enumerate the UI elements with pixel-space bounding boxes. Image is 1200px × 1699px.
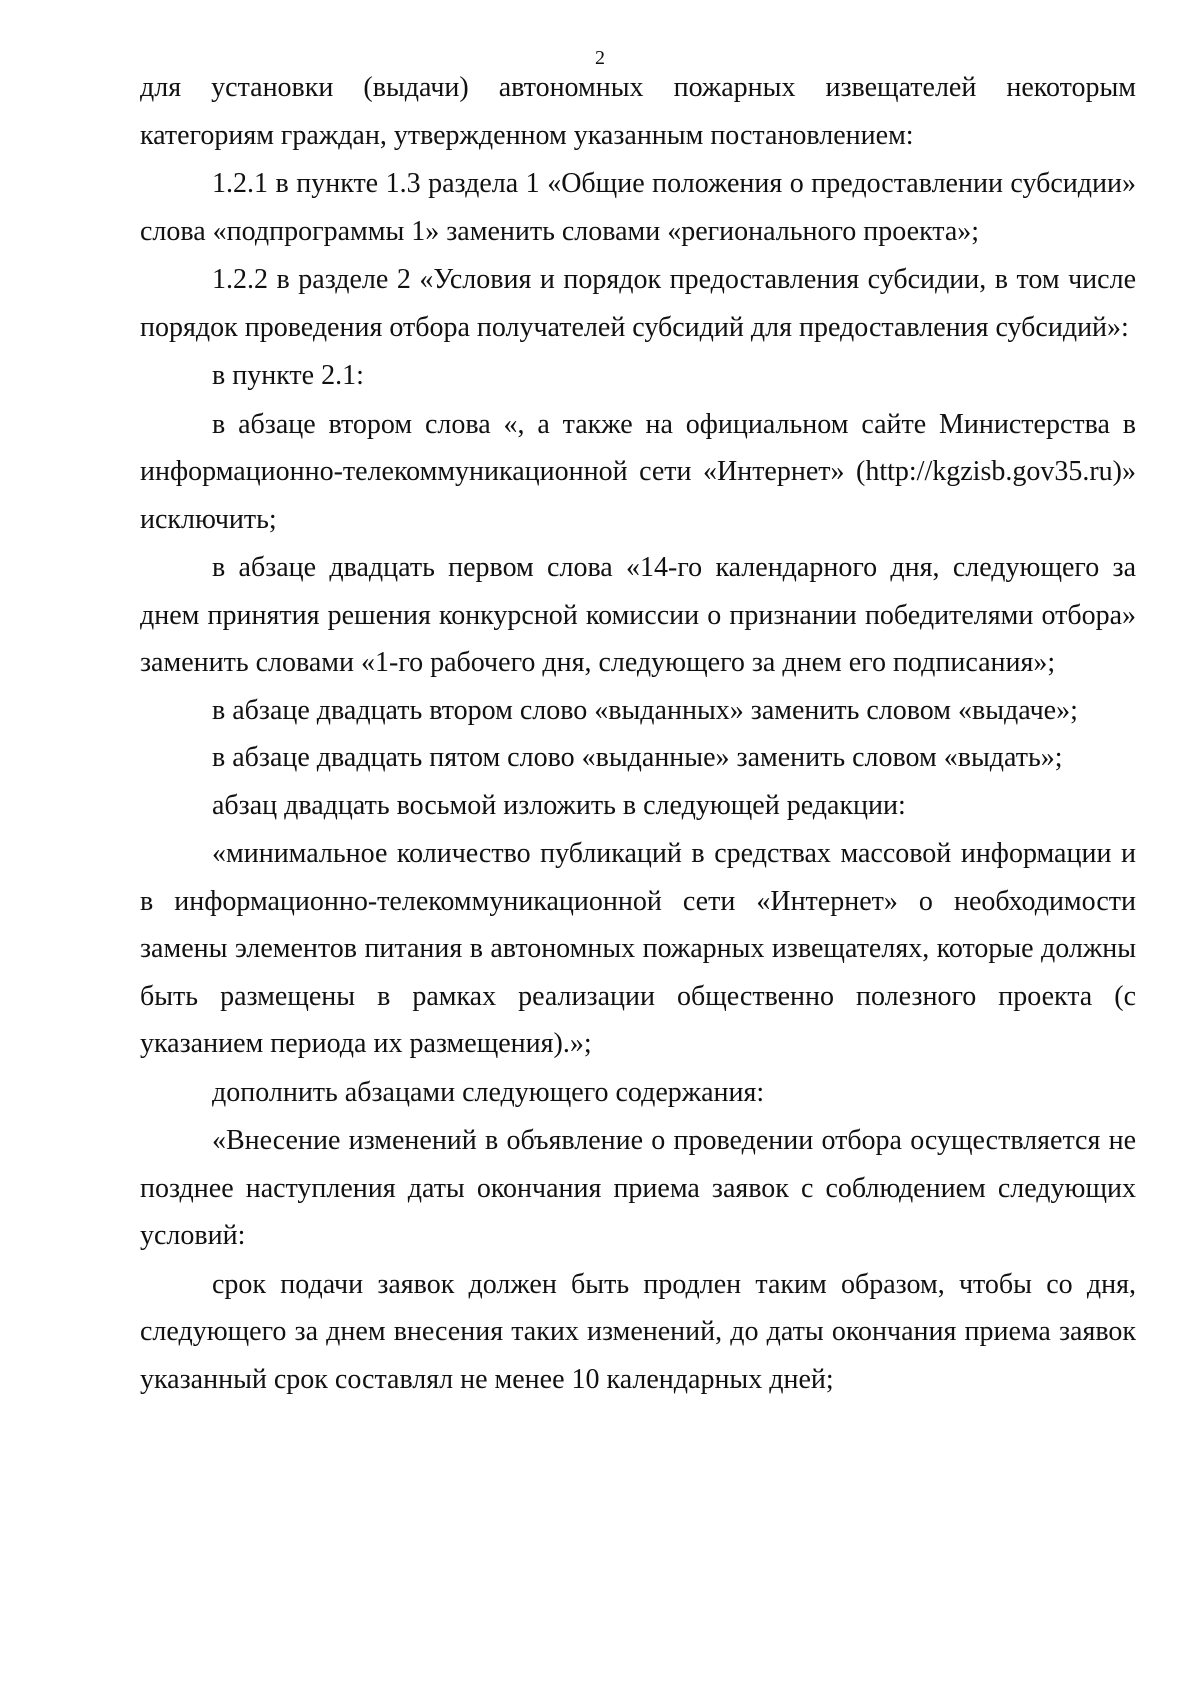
paragraph-abzac-28: абзац двадцать восьмой изложить в следующей редакции:	[212, 789, 906, 821]
paragraph-add-abzacs: дополнить абзацами следующего содержания:	[212, 1076, 765, 1108]
paragraph-changes-announcement: «Внесение изменений в объявление о проведении отбора осуществляется не позднее наступления даты окончания приема заявок с соблюдением следующих условий:	[140, 1125, 1136, 1251]
paragraph-abzac-21: в абзаце двадцать первом слова «14-го календарного дня, следующего за днем принятия решения конкурсной комиссии о признании победителями отбора» заменить словами «1-го рабочего дня, следующего за днем его подписания»;	[140, 552, 1136, 678]
paragraph-new-abzac-28-text: «минимальное количество публикаций в средствах массовой информации и в информационно-телекоммуникационной сети «Интернет» о необходимости замены элементов питания в автономных пожарных извещателях, которые должны быть размещены в рамках реализации общественно полезного проекта (с указанием периода их размещения).»;	[140, 838, 1136, 1059]
paragraph-abzac-vtoroy: в абзаце втором слова «, а также на официальном сайте Министерства в информационно-телекоммуникационной сети «Интернет» (http://kgzisb.gov35.ru)» исключить;	[140, 408, 1136, 535]
paragraph-point-2-1: в пункте 2.1:	[212, 360, 364, 391]
paragraph-abzac-25: в абзаце двадцать пятом слово «выданные» заменить словом «выдать»;	[212, 742, 1063, 773]
page-number: 2	[595, 47, 605, 69]
paragraph-deadline-extension: срок подачи заявок должен быть продлен таким образом, чтобы со дня, следующего за днем внесения таких изменений, до даты окончания приема заявок указанный срок составлял не менее 10 календарных дней;	[140, 1268, 1136, 1395]
paragraph-1-2-1: 1.2.1 в пункте 1.3 раздела 1 «Общие положения о предоставлении субсидии» слова «подпрограммы 1» заменить словами «регионального проекта»;	[140, 168, 1136, 247]
paragraph-abzac-22: в абзаце двадцать втором слово «выданных» заменить словом «выдаче»;	[212, 694, 1078, 726]
paragraph-1-2-2: 1.2.2 в разделе 2 «Условия и порядок предоставления субсидии, в том числе порядок проведения отбора получателей субсидий для предоставления субсидий»:	[140, 264, 1136, 343]
body-text	[140, 64, 1136, 1403]
paragraph-intro-continuation: для установки (выдачи) автономных пожарных извещателей некоторым категориям граждан, утвержденном указанным постановлением:	[140, 72, 1136, 151]
